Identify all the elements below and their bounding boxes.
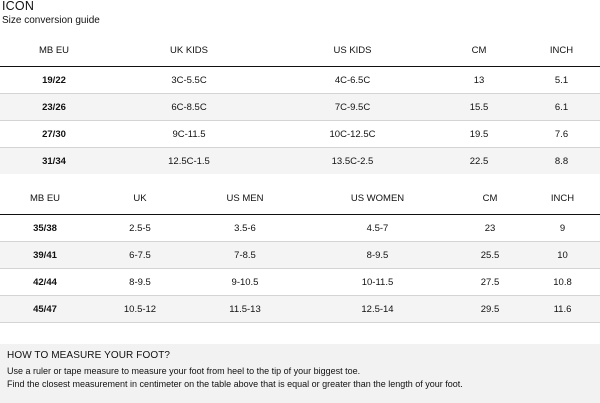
kids-cell-cm: 19.5: [435, 121, 523, 148]
adult-cell-us-men: 9-10.5: [190, 269, 300, 296]
adult-cell-mb-eu: 35/38: [0, 215, 90, 242]
adult-header-uk: UK: [90, 183, 190, 215]
kids-header-cm: CM: [435, 34, 523, 67]
kids-table-header-row: [0, 34, 600, 67]
kids-cell-mb-eu: 19/22: [0, 67, 108, 94]
kids-cell-inch: 7.6: [523, 121, 600, 148]
table-row: [0, 121, 600, 148]
adult-cell-mb-eu: 45/47: [0, 296, 90, 323]
adult-header-us-women: US WOMEN: [300, 183, 455, 215]
measure-instructions-panel: [0, 344, 600, 403]
adult-cell-cm: 27.5: [455, 269, 525, 296]
kids-cell-cm: 22.5: [435, 148, 523, 175]
table-row: [0, 215, 600, 242]
kids-cell-mb-eu: 27/30: [0, 121, 108, 148]
adult-cell-uk: 6-7.5: [90, 242, 190, 269]
adult-cell-us-women: 12.5-14: [300, 296, 455, 323]
table-row: [0, 148, 600, 175]
kids-cell-us-kids: 7C-9.5C: [270, 94, 435, 121]
adult-cell-us-women: 8-9.5: [300, 242, 455, 269]
kids-cell-us-kids: 10C-12.5C: [270, 121, 435, 148]
adult-cell-us-women: 10-11.5: [300, 269, 455, 296]
table-row: [0, 67, 600, 94]
adult-cell-inch: 10.8: [525, 269, 600, 296]
adult-cell-inch: 10: [525, 242, 600, 269]
measure-instruction-step: Use a ruler or tape measure to measure your foot from heel to the tip of your biggest toe.: [7, 366, 361, 376]
adult-table-header-row: [0, 183, 600, 215]
adult-header-cm: CM: [455, 183, 525, 215]
adult-cell-us-men: 11.5-13: [190, 296, 300, 323]
adult-cell-cm: 29.5: [455, 296, 525, 323]
kids-cell-mb-eu: 23/26: [0, 94, 108, 121]
kids-cell-us-kids: 4C-6.5C: [270, 67, 435, 94]
table-row: [0, 242, 600, 269]
kids-header-mb-eu: MB EU: [0, 34, 108, 67]
kids-cell-mb-eu: 31/34: [0, 148, 108, 175]
adult-cell-us-men: 7-8.5: [190, 242, 300, 269]
adult-cell-mb-eu: 39/41: [0, 242, 90, 269]
kids-cell-inch: 5.1: [523, 67, 600, 94]
kids-header-inch: INCH: [523, 34, 600, 67]
kids-header-us-kids: US KIDS: [270, 34, 435, 67]
adult-cell-inch: 11.6: [525, 296, 600, 323]
adult-cell-mb-eu: 42/44: [0, 269, 90, 296]
adult-cell-uk: 8-9.5: [90, 269, 190, 296]
kids-cell-cm: 15.5: [435, 94, 523, 121]
kids-cell-us-kids: 13.5C-2.5: [270, 148, 435, 175]
adult-header-mb-eu: MB EU: [0, 183, 90, 215]
adult-cell-us-men: 3.5-6: [190, 215, 300, 242]
adult-cell-cm: 23: [455, 215, 525, 242]
kids-cell-inch: 6.1: [523, 94, 600, 121]
kids-size-table: [0, 34, 600, 174]
kids-cell-uk-kids: 9C-11.5: [108, 121, 270, 148]
adult-header-inch: INCH: [525, 183, 600, 215]
adult-cell-inch: 9: [525, 215, 600, 242]
measure-instructions-title: HOW TO MEASURE YOUR FOOT?: [7, 350, 171, 361]
adult-size-table: [0, 183, 600, 323]
adult-header-us-men: US MEN: [190, 183, 300, 215]
table-row: [0, 269, 600, 296]
kids-cell-inch: 8.8: [523, 148, 600, 175]
kids-cell-cm: 13: [435, 67, 523, 94]
brand-name: ICON: [2, 0, 35, 13]
table-row: [0, 296, 600, 323]
adult-cell-cm: 25.5: [455, 242, 525, 269]
page-subtitle: Size conversion guide: [2, 15, 100, 26]
adult-cell-uk: 2.5-5: [90, 215, 190, 242]
kids-cell-uk-kids: 6C-8.5C: [108, 94, 270, 121]
adult-cell-us-women: 4.5-7: [300, 215, 455, 242]
table-row: [0, 94, 600, 121]
kids-header-uk-kids: UK KIDS: [108, 34, 270, 67]
kids-cell-uk-kids: 12.5C-1.5: [108, 148, 270, 175]
kids-cell-uk-kids: 3C-5.5C: [108, 67, 270, 94]
measure-instruction-step: Find the closest measurement in centimeter on the table above that is equal or greater than the length of your foot.: [7, 379, 463, 389]
adult-cell-uk: 10.5-12: [90, 296, 190, 323]
